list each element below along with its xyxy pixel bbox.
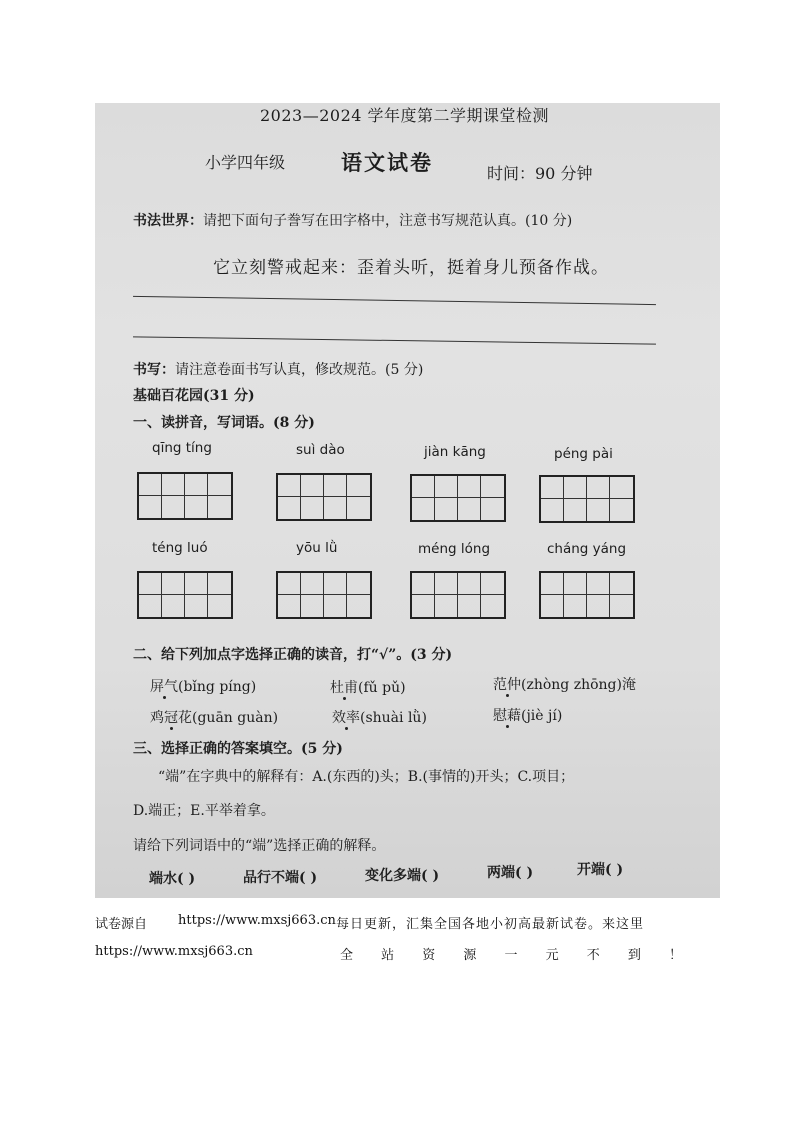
tianzige-grid[interactable] xyxy=(137,472,233,520)
q2-word: 屏气 xyxy=(150,679,178,695)
q2-word: 慰藉 xyxy=(493,708,521,724)
calligraphy-sentence: 它立刻警戒起来：歪着头听，挺着身儿预备作战。 xyxy=(213,258,609,278)
tianzige-grid[interactable] xyxy=(276,571,372,619)
tianzige-grid[interactable] xyxy=(539,571,635,619)
q2-options[interactable]: (guān guàn) xyxy=(192,710,279,726)
q2-options[interactable]: (zhòng zhōng)淹 xyxy=(521,677,636,693)
grade-label: 小学四年级 xyxy=(205,153,286,172)
writing-line-2 xyxy=(133,336,656,344)
q2-word: 效率 xyxy=(332,710,360,726)
q2-word: 范仲 xyxy=(493,677,521,693)
pinyin-label: téng luó xyxy=(152,540,208,556)
q2-item xyxy=(150,707,278,727)
tianzige-grid[interactable] xyxy=(276,473,372,521)
q3-instruction: 请给下列词语中的“端”选择正确的解释。 xyxy=(133,838,386,854)
tianzige-grid[interactable] xyxy=(410,474,506,522)
writing-instruction: 请注意卷面书写认真，修改规范。(5 分) xyxy=(175,362,424,378)
q2-item xyxy=(493,674,636,694)
footer-source-label: 试卷源自 xyxy=(95,917,148,932)
tianzige-grid[interactable] xyxy=(410,571,506,619)
q2-options[interactable]: (jiè jí) xyxy=(521,708,563,724)
footer-promo: 每日更新，汇集全国各地小初高最新试卷。来这里 xyxy=(336,917,645,932)
exam-title: 2023—2024 学年度第二学期课堂检测 xyxy=(260,106,550,125)
footer-url[interactable]: https://www.mxsj663.cn xyxy=(178,913,336,928)
pinyin-label: jiàn kāng xyxy=(424,444,486,460)
pinyin-label: suì dào xyxy=(296,442,345,458)
writing-line-1 xyxy=(133,296,656,305)
writing-label: 书写： xyxy=(133,362,175,378)
q3-blank[interactable]: 品行不端( ) xyxy=(243,870,318,886)
q3-definitions-line2: D.端正；E.平举着拿。 xyxy=(133,803,275,819)
calligraphy-label: 书法世界： xyxy=(133,213,203,229)
pinyin-label: péng pài xyxy=(554,446,613,462)
time-label: 时间：90 分钟 xyxy=(487,164,593,183)
footer-url[interactable]: https://www.mxsj663.cn xyxy=(95,944,253,959)
q2-word: 杜甫 xyxy=(330,680,358,696)
q2-options[interactable]: (bǐng píng) xyxy=(178,679,257,695)
q3-definitions-line1: “端”在字典中的解释有：A.(东西的)头；B.(事情的)开头；C.项目； xyxy=(158,769,575,785)
basics-title: 基础百花园(31 分) xyxy=(133,388,255,404)
pinyin-label: méng lóng xyxy=(418,541,491,557)
q2-item xyxy=(332,707,427,727)
exam-photo xyxy=(95,103,720,898)
q2-item xyxy=(150,676,256,696)
q3-title: 三、选择正确的答案填空。(5 分) xyxy=(133,741,343,757)
q3-blank[interactable]: 端水( ) xyxy=(149,871,196,887)
q1-title: 一、读拼音，写词语。(8 分) xyxy=(133,415,315,431)
q2-title: 二、给下列加点字选择正确的读音，打“√”。(3 分) xyxy=(133,647,453,663)
writing-question xyxy=(133,359,423,379)
q2-word: 鸡冠花 xyxy=(150,710,192,726)
tianzige-grid[interactable] xyxy=(137,571,233,619)
pinyin-label: qīng tíng xyxy=(152,440,212,456)
pinyin-label: yōu lǜ xyxy=(296,540,338,556)
subject-title: 语文试卷 xyxy=(341,150,433,175)
q3-blank[interactable]: 两端( ) xyxy=(487,865,534,881)
calligraphy-instruction: 请把下面句子誊写在田字格中，注意书写规范认真。(10 分) xyxy=(203,213,573,229)
q2-options[interactable]: (shuài lǜ) xyxy=(360,710,427,726)
footer-slogan: 全 站 资 源 一 元 不 到 ！ xyxy=(340,948,695,963)
calligraphy-question xyxy=(133,210,572,230)
q2-item xyxy=(493,705,562,725)
q2-item xyxy=(330,677,406,697)
pinyin-label: cháng yáng xyxy=(547,541,627,557)
q3-blank[interactable]: 变化多端( ) xyxy=(365,868,440,884)
q2-options[interactable]: (fǔ pǔ) xyxy=(358,680,406,696)
tianzige-grid[interactable] xyxy=(539,475,635,523)
q3-blank[interactable]: 开端( ) xyxy=(577,862,624,878)
